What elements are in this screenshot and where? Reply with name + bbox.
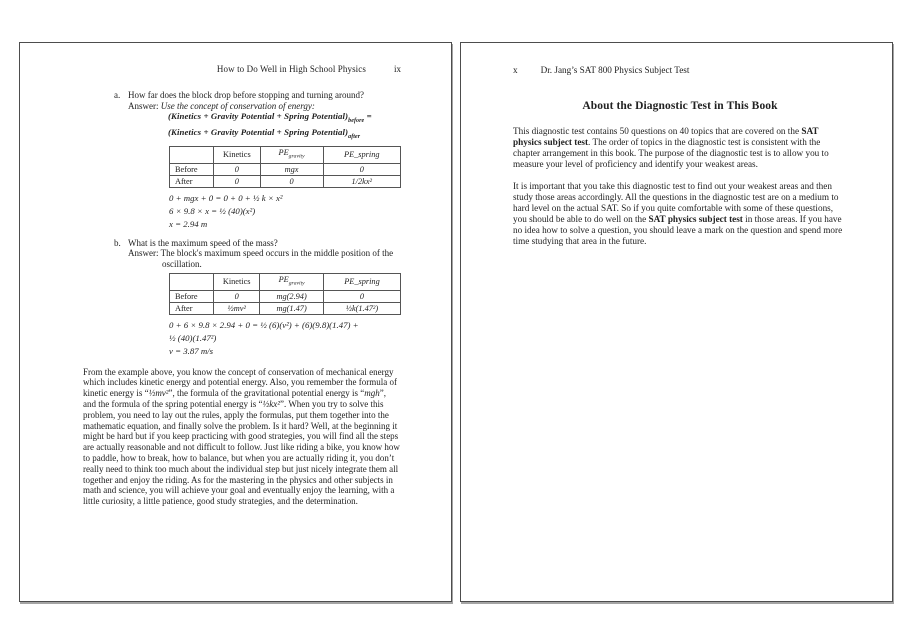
question-item-a [83, 90, 401, 230]
table-cell: 0 [323, 290, 400, 302]
diagnostic-paragraph-2: It is important that you take this diagnostic test to find out your weakest areas and then study those areas accordingly. All the questions in the diagnostic test are on a medium to hard level on the actual SAT. So if you quite comfortable with some of these questions, you should be able to do well on the SAT physics subject test in those areas. If you have no idea how to solve a question, you should leave a mark on the question and spend more time studying that area in the future. [513, 181, 843, 246]
page-right-content [461, 43, 892, 247]
question-row [83, 238, 401, 249]
answer-text: Use the concept of conservation of energy: [160, 100, 315, 111]
table-header-cell: Kinetics [214, 146, 260, 163]
page-left-content [20, 43, 451, 507]
answer-label: Answer: [128, 248, 161, 259]
page-left [19, 42, 452, 602]
section-title: About the Diagnostic Test in This Book [582, 100, 778, 112]
running-header-left [83, 64, 401, 75]
work-line: ½ (40)(1.47²) [169, 332, 217, 343]
table-cell: After [170, 175, 214, 187]
table-header-cell [170, 273, 214, 290]
work-line: x = 2.94 m [169, 218, 208, 229]
table-row [170, 163, 401, 175]
work-line: v = 3.87 m/s [169, 345, 214, 356]
table-row [170, 290, 401, 302]
question-text: What is the maximum speed of the mass? [128, 237, 278, 248]
table-header-row [170, 146, 401, 163]
question-item-b [83, 238, 401, 357]
table-cell: 0 [214, 175, 260, 187]
table-row [170, 302, 401, 314]
page-number: ix [393, 64, 401, 74]
table-cell: Before [170, 163, 214, 175]
table-cell: 0 [323, 163, 400, 175]
running-header-right [513, 65, 847, 76]
energy-table-a [169, 146, 401, 188]
answer-text: The block's maximum speed occurs in the middle position of the oscillation. [160, 248, 394, 270]
table-cell: mgx [260, 163, 323, 175]
table-cell: mg(1.47) [260, 302, 324, 314]
answer-row [83, 101, 401, 112]
table-cell: mg(2.94) [260, 290, 324, 302]
question-text: How far does the block drop before stopping and turning around? [128, 89, 364, 100]
table-header-cell [170, 146, 214, 163]
energy-table-b [169, 273, 401, 315]
answer-label: Answer: [128, 100, 161, 111]
table-cell: After [170, 302, 214, 314]
table-header-cell: Kinetics [214, 273, 260, 290]
table-cell: ½k(1.47²) [323, 302, 400, 314]
table-cell: ½mv² [214, 302, 260, 314]
table-header-row [170, 273, 401, 290]
table-cell: 0 [214, 290, 260, 302]
table-header-cell: $PE_{gravity}$ [260, 146, 323, 163]
work-line: 0 + mgx + 0 = 0 + 0 + ½ k × x² [169, 192, 283, 203]
table-header-cell: PE_spring [323, 146, 400, 163]
table-cell: 0 [214, 163, 260, 175]
table-cell: Before [170, 290, 214, 302]
work-line: 6 × 9.8 × x = ½ (40)(x²) [169, 205, 256, 216]
table-cell: 1/2kx² [323, 175, 400, 187]
question-row [83, 90, 401, 101]
page-number: x [513, 65, 518, 75]
answer-row [83, 248, 401, 270]
table-header-cell: $PE_{gravity}$ [260, 273, 324, 290]
question-label: a. [114, 89, 121, 100]
equation-energy-before: (Kinetics + Gravity Potential + Spring $Potential)_{before}$ = [168, 111, 372, 125]
table-header-cell: PE_spring [323, 273, 400, 290]
diagnostic-paragraph-1: This diagnostic test contains 50 questions on 40 topics that are covered on the SAT physics subject test. The order of topics in the diagnostic test is consistent with the chapter arrangement in this book. The purpose of the diagnostic test is to allow you to measure your level of proficiency and identify your weakest areas. [513, 126, 829, 169]
table-cell: 0 [260, 175, 323, 187]
work-line: 0 + 6 × 9.8 × 2.94 + 0 = ½ (6)(v²) + (6)(9.8)(1.47) + [169, 319, 359, 330]
body-paragraph: From the example above, you know the concept of conservation of mechanical energy which includes kinetic energy and potential energy. Also, you remember the formula of kinetic energy is “½mv²”, the formula of the gravitational potential energy is “mgh”, and the formula of the spring potential energy is “½kx²”. When you try to solve this problem, you need to lay out the rules, apply the formulas, put them together into the mathematic equation, and finally solve the problem. Is it hard? Well, at the beginning it might be hard but if you keep practicing with good strategies, you will find all the steps are actually reasonable and not difficult to follow. Just like riding a bike, you know how to paddle, how to break, how to balance, but when you are actually riding it, you don’t really need to think too much about the individual step but just nicely integrate them all together and enjoy the riding. As for the mastering in the physics and other subjects in math and science, you will achieve your goal and eventually enjoy the learning, with a little curiosity, a little patience, good study strategies, and the determination. [83, 366, 400, 507]
question-label: b. [114, 237, 121, 248]
equation-energy-after: (Kinetics + Gravity Potential + Spring $Potential)_{after}$ [168, 127, 361, 140]
running-header-title: Dr. Jang’s SAT 800 Physics Subject Test [540, 65, 690, 75]
page-right [460, 42, 893, 602]
running-header-title: How to Do Well in High School Physics [216, 64, 366, 74]
table-row [170, 175, 401, 187]
